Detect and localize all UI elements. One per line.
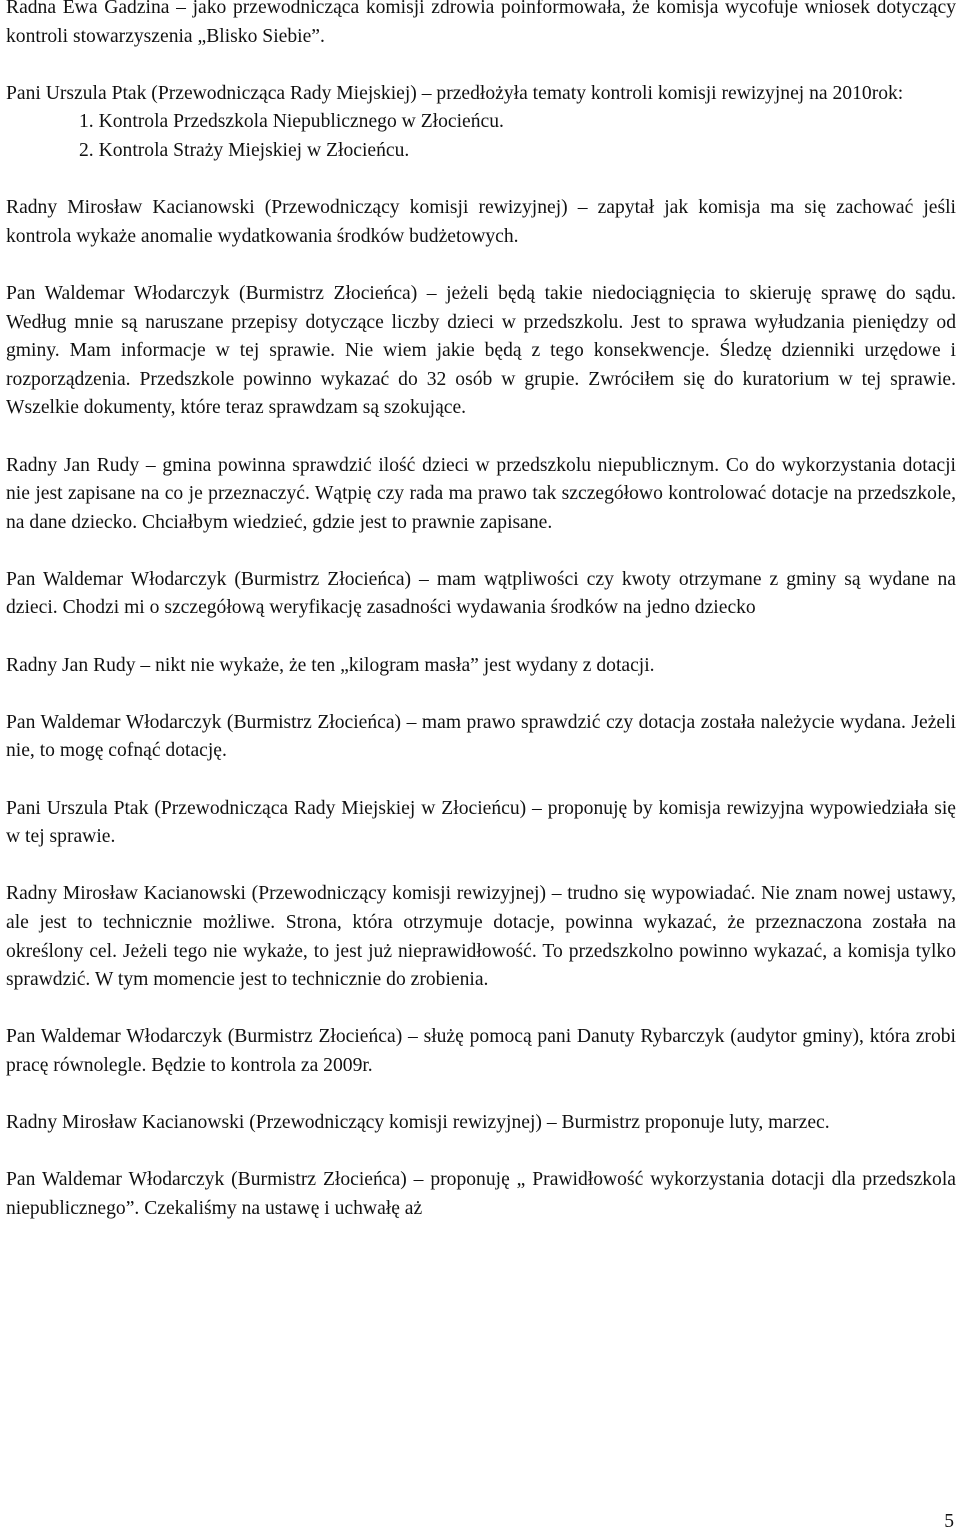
document-page [6, 0, 956, 1252]
paragraph-kacianowski-opinion: Radny Mirosław Kacianowski (Przewodniczący komisji rewizyjnej) – trudno się wypowiadać. Nie znam nowej ustawy, ale jest to technicznie możliwe. Strona, która otrzymuje dotacje, powinna wykazać, że przeznaczona została na określony cel. Jeżeli tego nie wykaże, to jest już nieprawidłowość. To przedszkolno powinno wykazać, a komisja tylko sprawdzić. W tym momencie jest to technicznie do zrobienia. [6, 883, 956, 991]
page-number: 5 [944, 1511, 954, 1532]
paragraph-wlodarczyk-proposal: Pan Waldemar Włodarczyk (Burmistrz Złocieńca) – proponuję „ Prawidłowość wykorzystania dotacji dla przedszkola niepublicznego”. Czekaliśmy na ustawę i uchwałę aż [6, 1169, 956, 1219]
paragraph-ptak-topics [6, 80, 956, 166]
list-item-kontrola-2: 2. Kontrola Straży Miejskiej w Złocieńcu. [79, 139, 410, 161]
paragraph-wlodarczyk-right: Pan Waldemar Włodarczyk (Burmistrz Złocieńca) – mam prawo sprawdzić czy dotacja została należycie wydana. Jeżeli nie, to mogę cofnąć dotację. [6, 711, 956, 762]
paragraph-wlodarczyk-court: Pan Waldemar Włodarczyk (Burmistrz Złocieńca) – jeżeli będą takie niedociągnięcia to skieruję sprawę do sądu. Według mnie są naruszane przepisy dotyczące liczby dzieci w przedszkolu. Jest to sprawa wyłudzania pieniędzy od gminy. Mam informacje w tej sprawie. Nie wiem jakie będą z tego konsekwencje. Śledzę dzienniki urzędowe i rozporządzenia. Przedszkole powinno wykazać do 32 osób w grupie. Zwróciłem się do kuratorium w tej sprawie. Wszelkie dokumenty, które teraz sprawdzam są szokujące. [6, 282, 956, 419]
paragraph-gadzina: Radna Ewa Gadzina – jako przewodnicząca komisji zdrowia poinformowała, że komisja wycofuje wniosek dotyczący kontroli stowarzyszenia „Blisko Siebie”. [6, 0, 956, 47]
paragraph-wlodarczyk-auditor: Pan Waldemar Włodarczyk (Burmistrz Złocieńca) – służę pomocą pani Danuty Rybarczyk (audytor gminy), która zrobi pracę równolegle. Będzie to kontrola za 2009r. [6, 1026, 956, 1076]
list-item-kontrola-1: 1. Kontrola Przedszkola Niepublicznego w Złocieńcu. [79, 111, 504, 133]
paragraph-kacianowski-question: Radny Mirosław Kacianowski (Przewodniczący komisji rewizyjnej) – zapytał jak komisja ma się zachować jeśli kontrola wykaże anomalie wydatkowania środków budżetowych. [6, 197, 956, 247]
paragraph-ptak-proposal: Pani Urszula Ptak (Przewodnicząca Rady Miejskiej w Złocieńcu) – proponuję by komisja rewizyjna wypowiedziała się w tej sprawie. [6, 797, 956, 848]
paragraph-rudy-children: Radny Jan Rudy – gmina powinna sprawdzić ilość dzieci w przedszkolu niepublicznym. Co do wykorzystania dotacji nie jest zapisane na co je przeznaczyć. Wątpię czy rada ma prawo tak szczegółowo kontrolować dotacje na przedszkole, na dane dziecko. Chciałbym wiedzieć, gdzie jest to prawnie zapisane. [6, 454, 956, 533]
paragraph-kacianowski-dates: Radny Mirosław Kacianowski (Przewodniczący komisji rewizyjnej) – Burmistrz proponuje luty, marzec. [6, 1112, 830, 1134]
paragraph-ptak-intro: Pani Urszula Ptak (Przewodnicząca Rady Miejskiej) – przedłożyła tematy kontroli komisji rewizyjnej na 2010rok: [6, 82, 904, 104]
paragraph-wlodarczyk-doubts: Pan Waldemar Włodarczyk (Burmistrz Złocieńca) – mam wątpliwości czy kwoty otrzymane z gminy są wydane na dzieci. Chodzi mi o szczegółową weryfikację zasadności wydawania środków na jedno dziecko [6, 568, 956, 619]
paragraph-rudy-butter: Radny Jan Rudy – nikt nie wykaże, że ten „kilogram masła” jest wydany z dotacji. [6, 654, 655, 676]
